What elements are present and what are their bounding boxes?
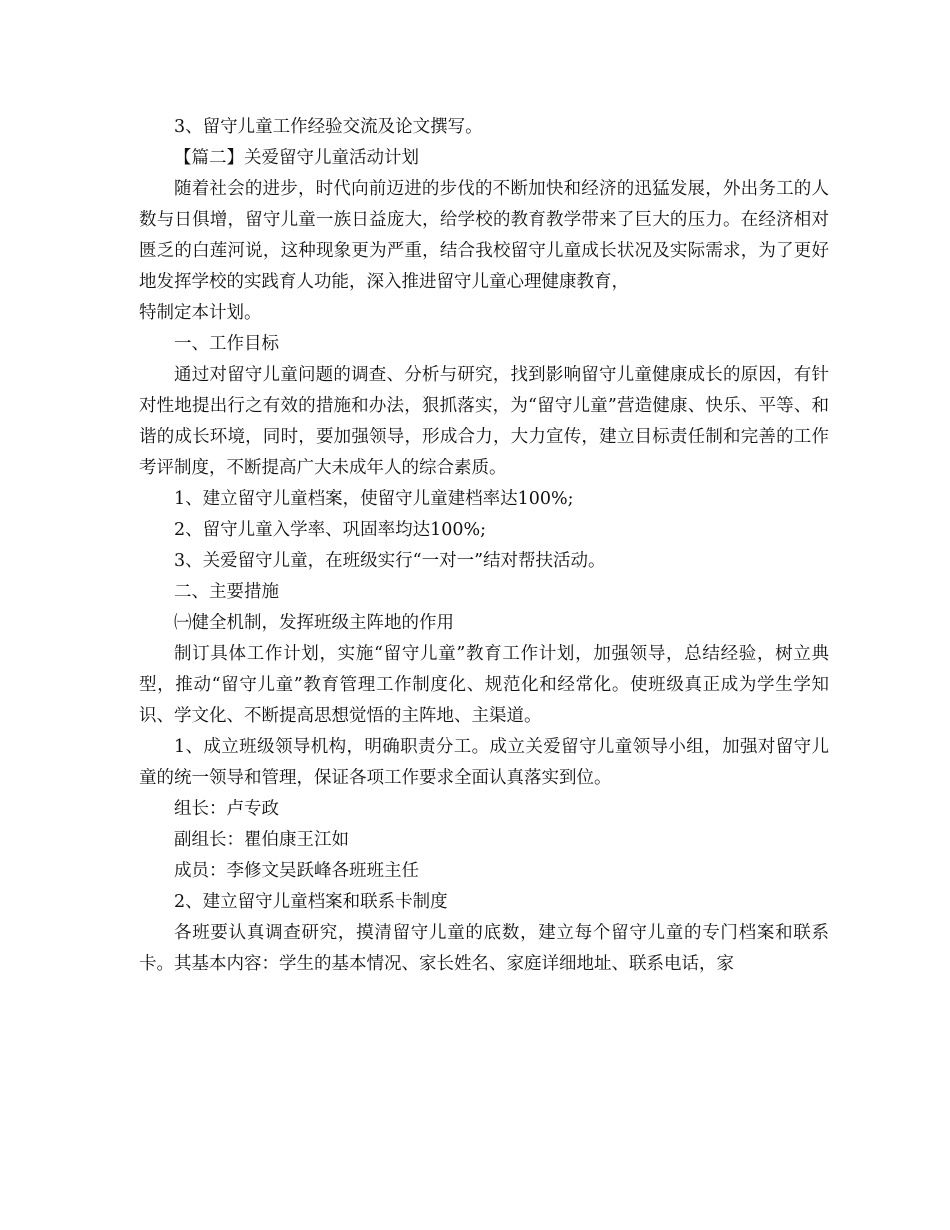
heading-main-measures: 二、主要措施 [174, 582, 279, 602]
deputy-leader-line: 副组长：瞿伯康王江如 [174, 830, 349, 850]
paragraph-leadership: 1、成立班级领导机构，明确职责分工。成立关爱留守儿童领导小组，加强对留守儿童的统一领导和管理，保证各项工作要求全面认真落实到位。 [139, 737, 829, 788]
subheading-mechanism: ㈠健全机制，发挥班级主阵地的作用 [174, 613, 454, 633]
paragraph-intro-end: 特制定本计划。 [139, 303, 262, 323]
document-body [139, 112, 829, 980]
paragraph-goals: 通过对留守儿童问题的调查、分析与研究，找到影响留守儿童健康成长的原因，有针对性地提出行之有效的措施和办法，狠抓落实，为“留守儿童”营造健康、快乐、平等、和谐的成长环境，同时，要加强领导，形成合力，大力宣传，建立目标责任制和完善的工作考评制度，不断提高广大未成年人的综合素质。 [139, 365, 829, 478]
list-item-goal-1: 1、建立留守儿童档案，使留守儿童建档率达100%; [174, 489, 574, 509]
paragraph-intro: 随着社会的进步，时代向前迈进的步伐的不断加快和经济的迅猛发展，外出务工的人数与日俱增，留守儿童一族日益庞大，给学校的教育教学带来了巨大的压力。在经济相对匮乏的白莲河说，这种现象更为严重，结合我校留守儿童成长状况及实际需求，为了更好地发挥学校的实践育人功能，深入推进留守儿童心理健康教育， [139, 179, 829, 292]
paragraph-1: 3、留守儿童工作经验交流及论文撰写。 [174, 117, 483, 137]
heading-work-goals: 一、工作目标 [174, 334, 279, 354]
leader-line: 组长：卢专政 [174, 799, 279, 819]
paragraph-plan: 制订具体工作计划，实施“留守儿童”教育工作计划，加强领导，总结经验，树立典型，推动“留守儿童”教育管理工作制度化、规范化和经常化。使班级真正成为学生学知识、学文化、不断提高思想觉悟的主阵地、主渠道。 [139, 644, 829, 726]
list-item-archive: 2、建立留守儿童档案和联系卡制度 [174, 892, 448, 912]
members-line: 成员：李修文吴跃峰各班班主任 [174, 861, 419, 881]
list-item-goal-2: 2、留守儿童入学率、巩固率均达100%; [174, 520, 487, 540]
section-heading-part-two: 【篇二】关爱留守儿童活动计划 [174, 148, 419, 168]
list-item-goal-3: 3、关爱留守儿童，在班级实行“一对一”结对帮扶活动。 [174, 551, 606, 571]
paragraph-archive: 各班要认真调查研究，摸清留守儿童的底数，建立每个留守儿童的专门档案和联系卡。其基本内容：学生的基本情况、家长姓名、家庭详细地址、联系电话，家 [139, 923, 829, 974]
